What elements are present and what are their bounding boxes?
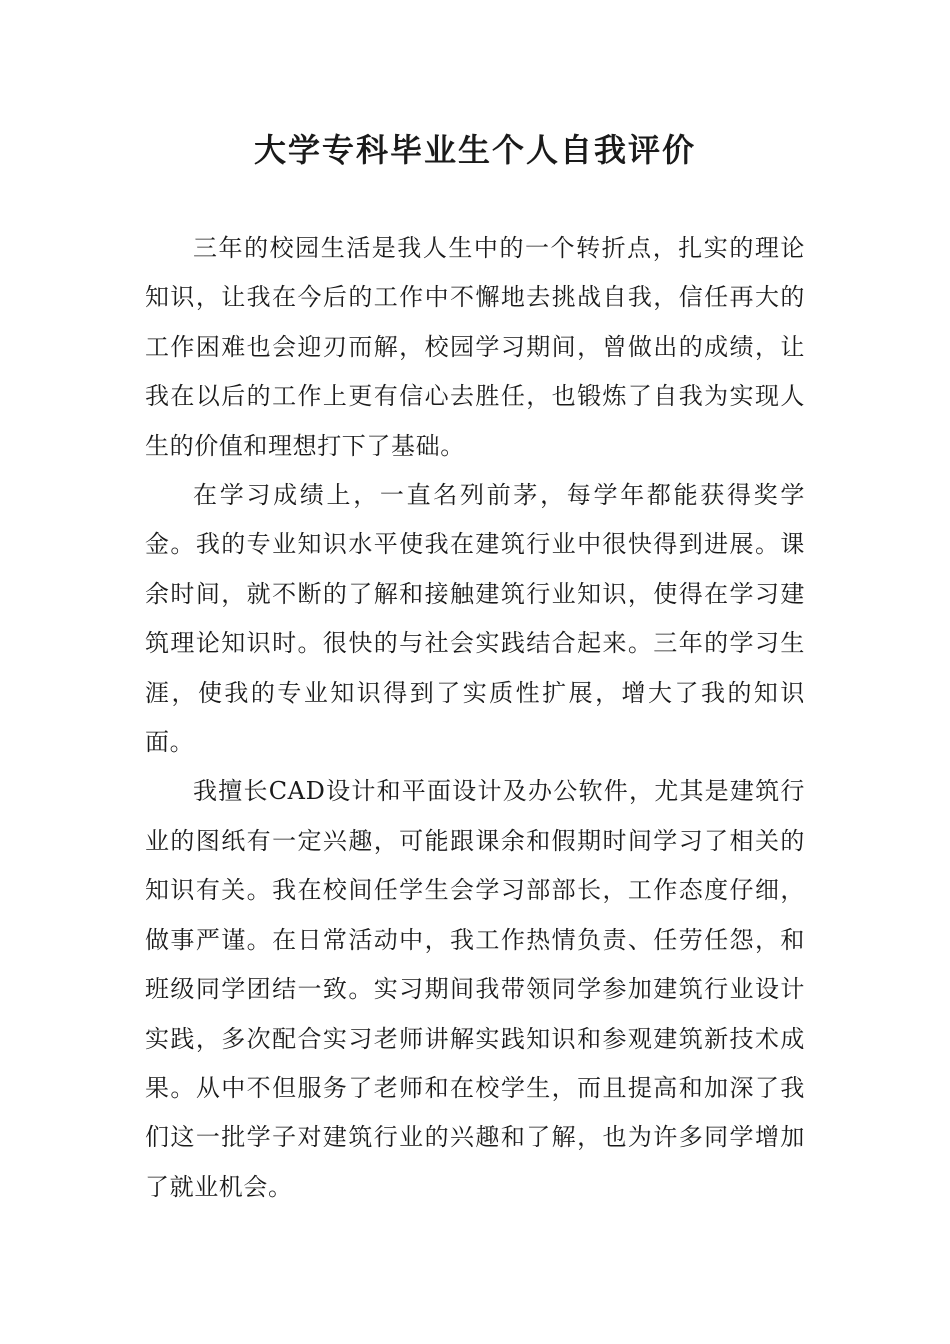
document-body — [145, 224, 805, 1212]
paragraph-3: 我擅长CAD设计和平面设计及办公软件，尤其是建筑行业的图纸有一定兴趣，可能跟课余和假期时间学习了相关的知识有关。我在校间任学生会学习部部长，工作态度仔细，做事严谨。在日常活动中，我工作热情负责、任劳任怨，和班级同学团结一致。实习期间我带领同学参加建筑行业设计实践，多次配合实习老师讲解实践知识和参观建筑新技术成果。从中不但服务了老师和在校学生，而且提高和加深了我们这一批学子对建筑行业的兴趣和了解，也为许多同学增加了就业机会。 — [145, 777, 805, 1201]
document-title: 大学专科毕业生个人自我评价 — [253, 131, 696, 169]
paragraph-1: 三年的校园生活是我人生中的一个转折点，扎实的理论知识，让我在今后的工作中不懈地去挑战自我，信任再大的工作困难也会迎刃而解，校园学习期间，曾做出的成绩，让我在以后的工作上更有信心去胜任，也锻炼了自我为实现人生的价值和理想打下了基础。 — [145, 234, 805, 460]
paragraph-2: 在学习成绩上，一直名列前茅，每学年都能获得奖学金。我的专业知识水平使我在建筑行业中很快得到进展。课余时间，就不断的了解和接触建筑行业知识，使得在学习建筑理论知识时。很快的与社会实践结合起来。三年的学习生涯，使我的专业知识得到了实质性扩展，增大了我的知识面。 — [145, 481, 805, 757]
